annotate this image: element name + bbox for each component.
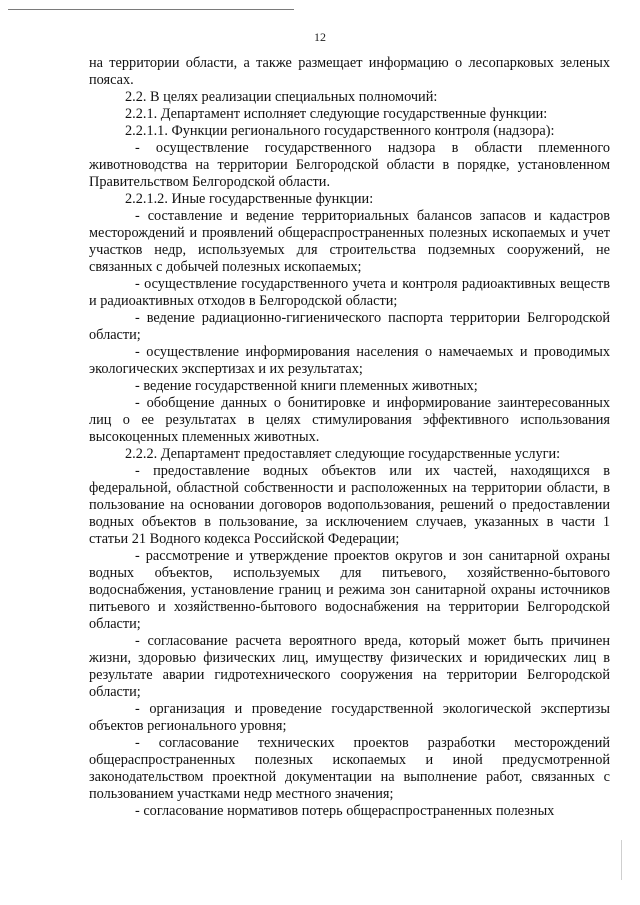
paragraph-7: - составление и ведение территориальных балансов запасов и кадастров месторождений и проявлений общераспространенных полезных ископаемых и учет участков недр, используемых для строительства подземных сооружений, не связанных с добычей полезных ископаемых; (89, 208, 610, 275)
paragraph-11: - ведение государственной книги племенных животных; (135, 378, 478, 394)
page-number: 12 (314, 30, 326, 44)
paragraph-17: - организация и проведение государственной экологической экспертизы объектов регионального уровня; (89, 701, 610, 734)
paragraph-15: - рассмотрение и утверждение проектов округов и зон санитарной охраны водных объектов, используемых для питьевого, хозяйственно-бытового водоснабжения, установление границ и режима зон санитарной охраны источников питьевого и хозяйственно-бытового водоснабжения на территории Белгородской области; (89, 548, 610, 632)
paragraph-13: 2.2.2. Департамент предоставляет следующие государственные услуги: (125, 446, 561, 462)
scan-edge-mark (621, 840, 622, 880)
paragraph-1: на территории области, а также размещает информацию о лесопарковых зеленых поясах. (89, 55, 610, 88)
paragraph-18: - согласование технических проектов разработки месторождений общераспространенных полезных ископаемых и иной предусмотренной законодательством проектной документации на выполнение работ, связанных с пользованием участками недр местного значения; (89, 735, 610, 802)
paragraph-19: - согласование нормативов потерь общераспространенных полезных (135, 803, 555, 819)
document-body (89, 55, 610, 820)
paragraph-16: - согласование расчета вероятного вреда, который может быть причинен жизни, здоровью физических лиц, имуществу физических и юридических лиц в результате аварии гидротехнического сооружения на территории Белгородской области; (89, 633, 610, 700)
paragraph-9: - ведение радиационно-гигиенического паспорта территории Белгородской области; (89, 310, 610, 343)
paragraph-12: - обобщение данных о бонитировке и информирование заинтересованных лиц о ее результатах в целях стимулирования эффективного использования высокоценных племенных животных. (89, 395, 610, 445)
paragraph-6: 2.2.1.2. Иные государственные функции: (125, 191, 374, 207)
paragraph-5: - осуществление государственного надзора в области племенного животноводства на территории Белгородской области в порядке, установленном Правительством Белгородской области. (89, 140, 610, 190)
paragraph-8: - осуществление государственного учета и контроля радиоактивных веществ и радиоактивных отходов в Белгородской области; (89, 276, 610, 309)
paragraph-10: - осуществление информирования населения о намечаемых и проводимых экологических экспертизах и их результатах; (89, 344, 610, 377)
paragraph-2: 2.2. В целях реализации специальных полномочий: (125, 89, 438, 105)
scan-edge-line (8, 9, 294, 10)
paragraph-4: 2.2.1.1. Функции регионального государственного контроля (надзора): (125, 123, 555, 139)
paragraph-14: - предоставление водных объектов или их частей, находящихся в федеральной, областной собственности и расположенных на территории области, в пользование на основании договоров водопользования, решений о предоставлении водных объектов в пользование, за исключением случаев, указанных в части 1 статьи 21 Водного кодекса Российской Федерации; (89, 463, 610, 547)
paragraph-3: 2.2.1. Департамент исполняет следующие государственные функции: (125, 106, 548, 122)
